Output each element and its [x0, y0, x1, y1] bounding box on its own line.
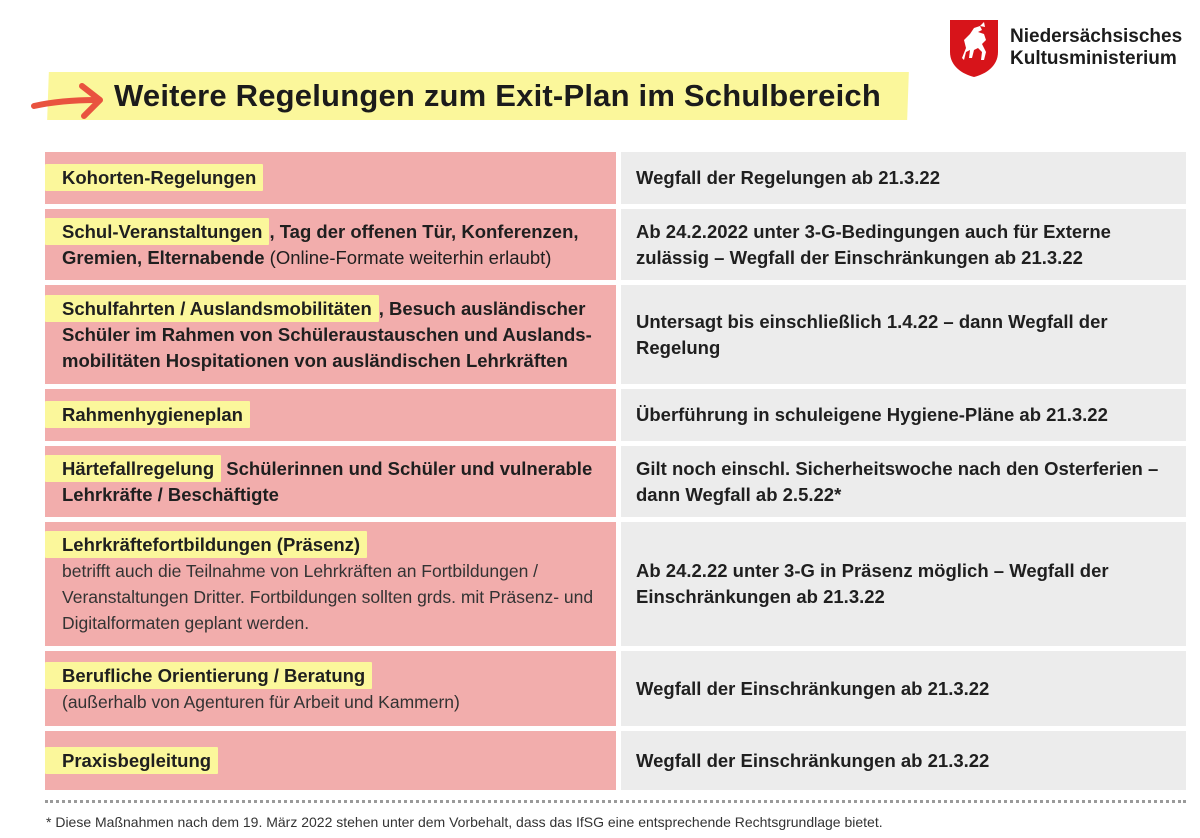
regulation-topic — [45, 446, 616, 517]
topic-details: , Tag der offenen Tür, Konferenzen, Gremien, Elternabende — [62, 220, 579, 268]
arrow-right-icon — [30, 80, 110, 122]
headline-block — [30, 66, 890, 126]
regulations-table — [45, 152, 1186, 790]
lower-saxony-horse-icon — [948, 18, 1000, 78]
topic-description: (außerhalb von Agenturen für Arbeit und Kammern) — [62, 691, 460, 712]
regulation-topic — [45, 651, 616, 726]
topic-note: (Online-Formate weiterhin erlaubt) — [264, 246, 552, 268]
logo-line-1: Niedersächsisches — [1010, 26, 1183, 47]
topic-details: Schülerinnen und Schüler und vulnerable Lehrkräfte / Beschäftigte — [62, 457, 593, 505]
regulation-status: Ab 24.2.22 unter 3-G in Präsenz möglich – Wegfall der Einschränkungen ab 21.3.22 — [621, 522, 1186, 646]
topic-highlight: Berufliche Orientierung / Beratung — [45, 662, 372, 689]
topic-highlight: Kohorten-Regelungen — [45, 164, 263, 191]
topic-description: betrifft auch die Teilnahme von Lehrkräften an Fortbildungen / Veranstaltungen Dritter. Fortbildungen sollten grds. mit Präsenz- und Digitalformaten geplant werden. — [62, 561, 594, 633]
topic-highlight: Härtefallregelung — [45, 455, 221, 482]
regulation-status: Wegfall der Einschränkungen ab 21.3.22 — [621, 731, 1186, 790]
topic-highlight: Lehrkräftefortbildungen (Präsenz) — [45, 531, 367, 558]
topic-highlight: Schulfahrten / Auslandsmobilitäten — [45, 295, 379, 322]
table-row — [45, 446, 1186, 522]
regulation-status: Überführung in schuleigene Hygiene-Pläne ab 21.3.22 — [621, 389, 1186, 441]
page-title: Weitere Regelungen zum Exit-Plan im Schulbereich — [114, 78, 881, 113]
regulation-status: Gilt noch einschl. Sicherheitswoche nach den Osterferien – dann Wegfall ab 2.5.22* — [621, 446, 1186, 517]
footnote: * Diese Maßnahmen nach dem 19. März 2022 stehen unter dem Vorbehalt, dass das IfSG eine entsprechende Rechtsgrundlage bietet. — [46, 814, 883, 830]
table-row — [45, 651, 1186, 731]
table-row — [45, 522, 1186, 651]
regulation-topic — [45, 389, 616, 441]
logo-line-2: Kultusministerium — [1010, 48, 1177, 69]
topic-highlight: Rahmenhygieneplan — [45, 401, 250, 428]
regulation-status: Untersagt bis einschließlich 1.4.22 – dann Wegfall der Regelung — [621, 285, 1186, 384]
table-row — [45, 285, 1186, 389]
regulation-topic — [45, 152, 616, 204]
regulation-topic — [45, 209, 616, 280]
regulation-topic — [45, 522, 616, 646]
regulation-status: Wegfall der Einschränkungen ab 21.3.22 — [621, 651, 1186, 726]
regulation-topic — [45, 731, 616, 790]
topic-highlight: Praxisbegleitung — [45, 747, 218, 774]
topic-details: , Besuch ausländischer Schüler im Rahmen von Schüleraustauschen und Auslands-mobilitäten Hospitationen von ausländischen Lehrkräften — [62, 297, 592, 371]
table-row — [45, 731, 1186, 790]
ministry-logo — [948, 18, 1182, 78]
table-row — [45, 152, 1186, 209]
table-row — [45, 389, 1186, 446]
regulation-status: Ab 24.2.2022 unter 3-G-Bedingungen auch für Externe zulässig – Wegfall der Einschränkungen ab 21.3.22 — [621, 209, 1186, 280]
topic-highlight: Schul-Veranstaltungen — [45, 218, 269, 245]
footer-divider — [45, 800, 1186, 803]
regulation-status: Wegfall der Regelungen ab 21.3.22 — [621, 152, 1186, 204]
regulation-topic — [45, 285, 616, 384]
table-row — [45, 209, 1186, 285]
